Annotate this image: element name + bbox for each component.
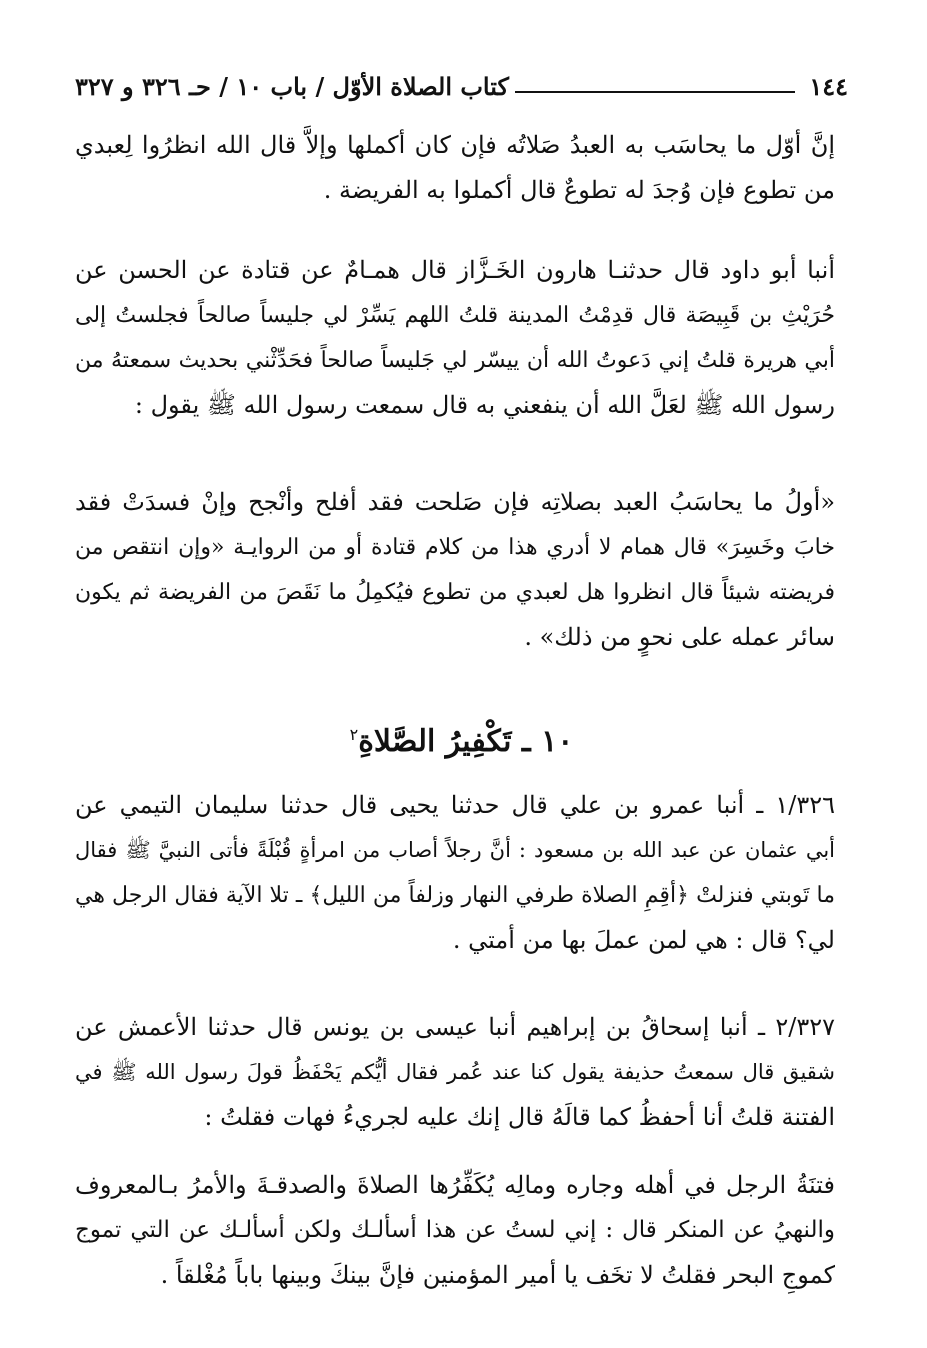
text-line: فتنَةُ الرجل في أهله وجاره ومالِه يُكَفِّرُها الصلاةَ والصدقـةَ والأمرُ بـالمعروف [75,1171,835,1199]
text-line: أنبا أبو داود قال حدثنـا هارون الخَـزَّاز قال همـامٌ عن قتادة عن الحسن عن [75,256,835,284]
text-line: أبي هريرة قلتُ إني دَعوتُ الله أن ييسّر لي جَليساً صالحاً فحَدِّثْني بحديث سمعتهُ من [75,348,835,373]
text-line: من تطوع فإن وُجدَ له تطوعٌ قال أكملوا به الفريضة . [323,176,835,204]
text-line: إنَّ أوّل ما يحاسَب به العبدُ صَلاتُه فإن كان أكملها وإلاَّ قال الله انظرُوا لِعبدي [75,131,835,159]
paragraph-6 [75,1163,835,1298]
header-rule [515,91,795,93]
paragraph-1 [75,123,835,213]
text-line: ما تَوبتي فنزلتْ ﴿أقِمِ الصلاة طرفي النهار وزلفاً من الليل﴾ ـ تلا الآية فقال الرجل هي [75,883,835,908]
page-header [75,66,848,106]
paragraph-2 [75,248,835,428]
text-line: رسول الله ﷺ لعَلَّ الله أن ينفعني به قال سمعت رسول الله ﷺ يقول : [134,391,835,419]
text-line: والنهيُ عن المنكر قال : إني لستُ عن هذا أسألـك ولكن أسألـك عن التي تموج [75,1217,835,1243]
section-title-text: ١٠ ـ تَكْفِيرُ الصَّلاةِ [358,724,574,759]
text-line: ١/٣٢٦ ـ أنبا عمرو بن علي قال حدثنا يحيى قال حدثنا سليمان التيمي عن [75,791,835,819]
text-line: «أولُ ما يحاسَبُ العبد بصلاتِه فإن صَلحت فقد أفلح وأنْجح وإنْ فسدَتْ فقد [75,488,835,516]
text-line: لي؟ قال : هي لمن عملَ بها من أمتي . [452,926,835,954]
text-line: ٢/٣٢٧ ـ أنبا إسحاقُ بن إبراهيم أنبا عيسى بن يونس قال حدثنا الأعمش عن [75,1013,835,1041]
paragraph-3 [75,480,835,660]
paragraph-hadith-327 [75,1005,835,1140]
page-number: ١٤٤ [809,71,848,101]
footnote-mark: ٢ [349,725,359,744]
paragraph-hadith-326 [75,783,835,963]
text-line: سائر عمله على نحوٍ من ذلك» . [524,623,835,651]
text-line: أبي عثمان عن عبد الله بن مسعود : أنَّ رجلاً أصاب من امرأةٍ قُبْلَةً فأتى النبيَّ ﷺ فقال [75,838,835,862]
text-line: الفتنة قلتُ أنا أحفظُ كما قالَهُ قال إنك عليه لجريءُ فهات فقلتُ : [204,1103,835,1131]
section-heading [75,710,848,760]
text-line: فريضته شيئاً قال انظروا هل لعبدي من تطوع فيُكمِلُ ما نَقَصَ من الفريضة ثم يكون [75,580,835,605]
text-line: خابَ وخَسِرَ» قال همام لا أدري هذا من كلام قتادة أو من الروايـة «وإن انتقص من [75,535,835,560]
text-line: كموجِ البحر فقلتُ لا تخَف يا أمير المؤمنين فإنَّ بينكَ وبينها باباً مُغْلقاً . [160,1261,835,1289]
text-line: شقيق قال سمعتُ حذيفة يقول كنا عند عُمر فقال أيُّكم يَحْفَظُ قولَ رسول الله ﷺ في [75,1060,835,1084]
text-line: حُرَيْثِ بن قَبِيصَة قال قدِمْتُ المدينة قلتُ اللهم يَسِّرْ لي جليساً صالحاً فجلستُ إلى [75,303,835,328]
running-title: كتاب الصلاة الأوّل / باب ١٠ / حـ ٣٢٦ و ٣٢٧ [75,71,509,101]
